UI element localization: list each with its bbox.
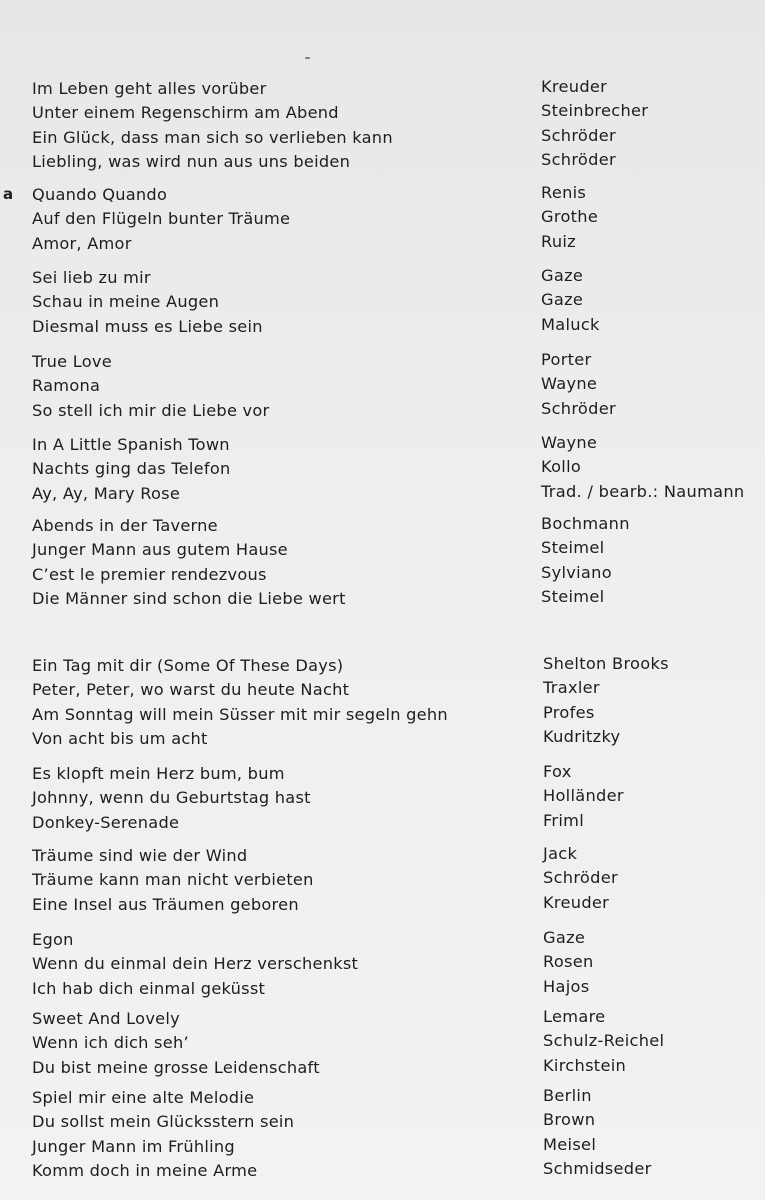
track-composer: Holländer bbox=[543, 786, 624, 806]
track-group bbox=[0, 763, 765, 836]
track-row bbox=[0, 564, 765, 588]
track-title: Spiel mir eine alte Melodie bbox=[32, 1088, 255, 1107]
track-row bbox=[0, 1087, 765, 1111]
track-title: Am Sonntag will mein Süsser mit mir segeln gehn bbox=[32, 704, 448, 724]
track-row bbox=[0, 483, 765, 507]
track-group bbox=[0, 434, 765, 507]
track-row bbox=[0, 929, 765, 953]
track-composer: Berlin bbox=[543, 1086, 592, 1105]
track-row bbox=[0, 267, 765, 291]
track-title: Im Leben geht alles vorüber bbox=[32, 79, 267, 98]
track-composer: Jack bbox=[543, 844, 578, 863]
track-title: Liebling, was wird nun aus uns beiden bbox=[32, 151, 351, 171]
track-composer: Shelton Brooks bbox=[543, 654, 669, 673]
track-composer: Kreuder bbox=[543, 892, 610, 912]
track-title: Die Männer sind schon die Liebe wert bbox=[32, 588, 346, 608]
track-composer: Meisel bbox=[543, 1134, 597, 1154]
track-title: Ein Tag mit dir (Some Of These Days) bbox=[32, 656, 344, 675]
track-row bbox=[0, 787, 765, 811]
track-title: C’est le premier rendezvous bbox=[32, 564, 267, 584]
track-row bbox=[0, 1057, 765, 1081]
track-title: Quando Quando bbox=[32, 185, 168, 204]
track-row bbox=[0, 655, 765, 679]
track-row bbox=[0, 845, 765, 869]
track-composer: Bochmann bbox=[541, 514, 630, 533]
track-composer: Profes bbox=[543, 702, 595, 722]
track-composer: Gaze bbox=[541, 290, 584, 310]
track-row bbox=[0, 151, 765, 175]
track-composer: Rosen bbox=[543, 952, 594, 972]
track-row bbox=[0, 233, 765, 257]
track-title: Amor, Amor bbox=[32, 233, 132, 253]
track-title: Eine Insel aus Träumen geboren bbox=[32, 894, 299, 914]
track-row bbox=[0, 351, 765, 375]
track-title: Ramona bbox=[32, 376, 101, 396]
track-composer: Trad. / bearb.: Naumann bbox=[541, 481, 745, 501]
track-composer: Gaze bbox=[541, 266, 584, 285]
track-composer: Porter bbox=[541, 350, 592, 369]
track-composer: Kudritzky bbox=[543, 726, 621, 746]
track-row bbox=[0, 102, 765, 126]
track-row bbox=[0, 184, 765, 208]
track-row bbox=[0, 894, 765, 918]
track-composer: Lemare bbox=[543, 1007, 606, 1026]
track-composer: Gaze bbox=[543, 928, 586, 947]
track-title: Sweet And Lovely bbox=[32, 1009, 180, 1028]
track-title: Von acht bis um acht bbox=[32, 728, 208, 748]
track-title: So stell ich mir die Liebe vor bbox=[32, 400, 270, 420]
track-title: Es klopft mein Herz bum, bum bbox=[32, 764, 285, 783]
track-row bbox=[0, 1111, 765, 1135]
track-row bbox=[0, 458, 765, 482]
track-composer: Ruiz bbox=[541, 231, 576, 251]
track-title: Komm doch in meine Arme bbox=[32, 1160, 258, 1180]
track-title: Junger Mann aus gutem Hause bbox=[32, 540, 288, 560]
track-composer: Schröder bbox=[541, 125, 616, 145]
track-row bbox=[0, 812, 765, 836]
track-composer: Steimel bbox=[541, 538, 605, 558]
track-title: Unter einem Regenschirm am Abend bbox=[32, 103, 339, 123]
track-composer: Kreuder bbox=[541, 77, 608, 96]
track-composer: Traxler bbox=[543, 678, 600, 698]
track-title: Ich hab dich einmal geküsst bbox=[32, 978, 266, 998]
track-row bbox=[0, 704, 765, 728]
track-group bbox=[0, 655, 765, 752]
track-title: Diesmal muss es Liebe sein bbox=[32, 316, 263, 336]
track-group bbox=[0, 845, 765, 918]
track-composer: Fox bbox=[543, 762, 572, 781]
track-row bbox=[0, 1032, 765, 1056]
track-composer: Kirchstein bbox=[543, 1055, 627, 1075]
track-composer: Steimel bbox=[541, 586, 605, 606]
side-a-marker: a bbox=[3, 185, 14, 203]
track-title: Ay, Ay, Mary Rose bbox=[32, 483, 181, 503]
track-row bbox=[0, 316, 765, 340]
track-title: Auf den Flügeln bunter Träume bbox=[32, 209, 291, 229]
track-title: Junger Mann im Frühling bbox=[32, 1136, 235, 1156]
track-title: Träume sind wie der Wind bbox=[32, 846, 248, 865]
track-row bbox=[0, 679, 765, 703]
track-title: Ein Glück, dass man sich so verlieben kann bbox=[32, 127, 393, 147]
track-row bbox=[0, 375, 765, 399]
track-title: Wenn du einmal dein Herz verschenkst bbox=[32, 954, 359, 974]
track-composer: Hajos bbox=[543, 976, 590, 996]
track-row bbox=[0, 1160, 765, 1184]
track-composer: Schmidseder bbox=[543, 1158, 652, 1178]
track-row bbox=[0, 127, 765, 151]
track-group bbox=[0, 1087, 765, 1184]
track-title: Donkey-Serenade bbox=[32, 812, 180, 832]
track-group bbox=[0, 1008, 765, 1081]
track-row bbox=[0, 869, 765, 893]
track-title: Du sollst mein Glücksstern sein bbox=[32, 1112, 295, 1132]
track-row bbox=[0, 291, 765, 315]
track-composer: Schröder bbox=[543, 868, 618, 888]
track-title: Egon bbox=[32, 930, 74, 949]
track-title: True Love bbox=[32, 352, 112, 371]
track-title: Du bist meine grosse Leidenschaft bbox=[32, 1057, 320, 1077]
track-group bbox=[0, 78, 765, 175]
track-group bbox=[0, 929, 765, 1002]
track-title: Sei lieb zu mir bbox=[32, 268, 151, 287]
track-group bbox=[0, 351, 765, 424]
track-composer: Renis bbox=[541, 183, 587, 202]
paper-speck bbox=[305, 57, 310, 59]
track-group bbox=[0, 267, 765, 340]
track-row bbox=[0, 728, 765, 752]
track-row bbox=[0, 978, 765, 1002]
track-composer: Schröder bbox=[541, 398, 616, 418]
track-row bbox=[0, 515, 765, 539]
track-composer: Sylviano bbox=[541, 562, 612, 582]
track-composer: Kollo bbox=[541, 457, 582, 477]
track-row bbox=[0, 953, 765, 977]
track-composer: Maluck bbox=[541, 314, 600, 334]
track-composer: Wayne bbox=[541, 433, 598, 452]
track-composer: Brown bbox=[543, 1110, 596, 1130]
track-title: In A Little Spanish Town bbox=[32, 435, 230, 454]
track-row bbox=[0, 78, 765, 102]
track-title: Nachts ging das Telefon bbox=[32, 459, 231, 479]
track-composer: Wayne bbox=[541, 374, 598, 394]
track-title: Johnny, wenn du Geburtstag hast bbox=[32, 788, 311, 808]
track-group bbox=[0, 184, 765, 257]
track-composer: Grothe bbox=[541, 207, 599, 227]
track-row bbox=[0, 400, 765, 424]
track-row bbox=[0, 763, 765, 787]
track-title: Träume kann man nicht verbieten bbox=[32, 870, 314, 890]
track-composer: Schröder bbox=[541, 149, 616, 169]
track-title: Schau in meine Augen bbox=[32, 292, 220, 312]
track-composer: Schulz-Reichel bbox=[543, 1031, 665, 1051]
track-row bbox=[0, 539, 765, 563]
track-row bbox=[0, 434, 765, 458]
track-row bbox=[0, 208, 765, 232]
track-composer: Steinbrecher bbox=[541, 101, 649, 121]
track-row bbox=[0, 588, 765, 612]
track-row bbox=[0, 1136, 765, 1160]
track-title: Abends in der Taverne bbox=[32, 516, 218, 535]
track-title: Wenn ich dich seh’ bbox=[32, 1033, 189, 1053]
track-row bbox=[0, 1008, 765, 1032]
track-composer: Friml bbox=[543, 810, 585, 830]
track-title: Peter, Peter, wo warst du heute Nacht bbox=[32, 680, 350, 700]
track-group bbox=[0, 515, 765, 612]
